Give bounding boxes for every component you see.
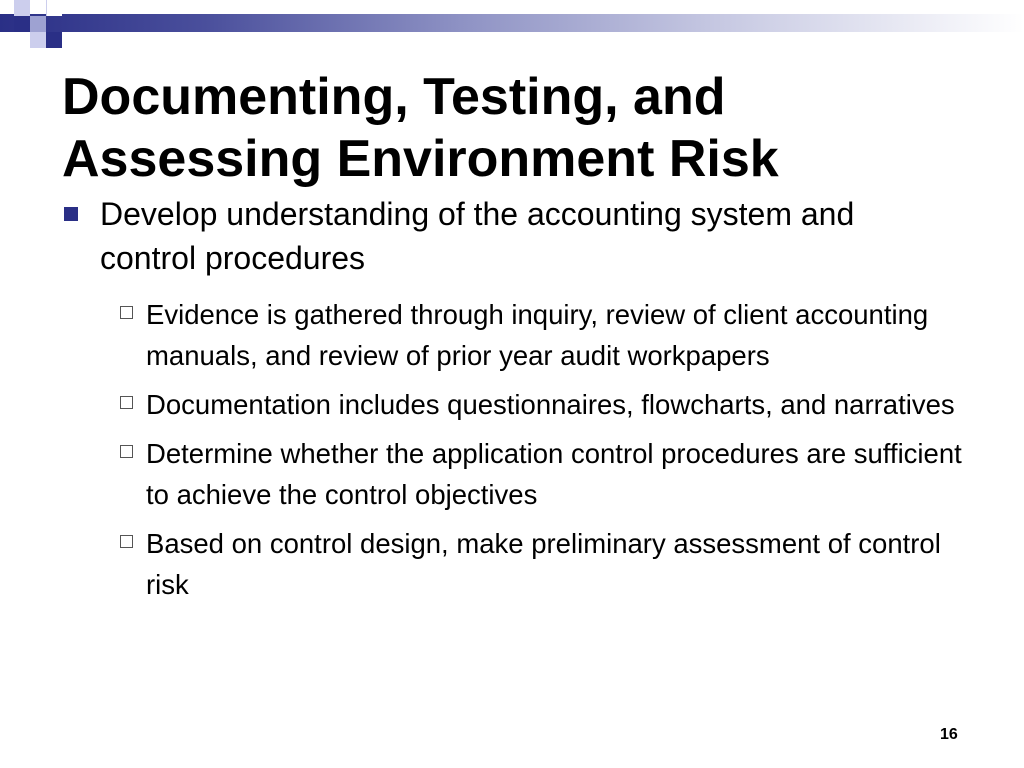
header-decor-square: [46, 0, 62, 16]
bullet-item: [62, 192, 860, 280]
sub-bullet-text: Evidence is gathered through inquiry, review of client accounting manuals, and review of prior year audit workpapers: [146, 299, 929, 371]
hollow-square-bullet-icon: [120, 535, 133, 548]
sub-bullet-item: [62, 523, 976, 605]
page-number: 16: [940, 726, 958, 743]
sub-bullet-item: [62, 294, 976, 376]
slide-body: [62, 192, 982, 613]
hollow-square-bullet-icon: [120, 306, 133, 319]
sub-bullet-list: [62, 294, 982, 605]
header-decor-square: [30, 16, 46, 32]
hollow-square-bullet-icon: [120, 396, 133, 409]
hollow-square-bullet-icon: [120, 445, 133, 458]
header-gradient-bar: [0, 14, 1024, 32]
sub-bullet-item: [62, 433, 976, 515]
sub-bullet-text: Determine whether the application control procedures are sufficient to achieve the control objectives: [146, 438, 962, 510]
bullet-text: Develop understanding of the accounting system and control procedures: [100, 196, 855, 276]
header-decor-square: [30, 32, 46, 48]
sub-bullet-text: Based on control design, make preliminary assessment of control risk: [146, 528, 941, 600]
sub-bullet-item: [62, 384, 976, 425]
header-decor-square: [46, 32, 62, 48]
slide-title: Documenting, Testing, and Assessing Environment Risk: [62, 68, 779, 188]
filled-square-bullet-icon: [64, 207, 78, 221]
sub-bullet-text: Documentation includes questionnaires, flowcharts, and narratives: [146, 389, 955, 420]
header-decor-square: [14, 0, 30, 16]
header-decor-square: [14, 16, 30, 32]
